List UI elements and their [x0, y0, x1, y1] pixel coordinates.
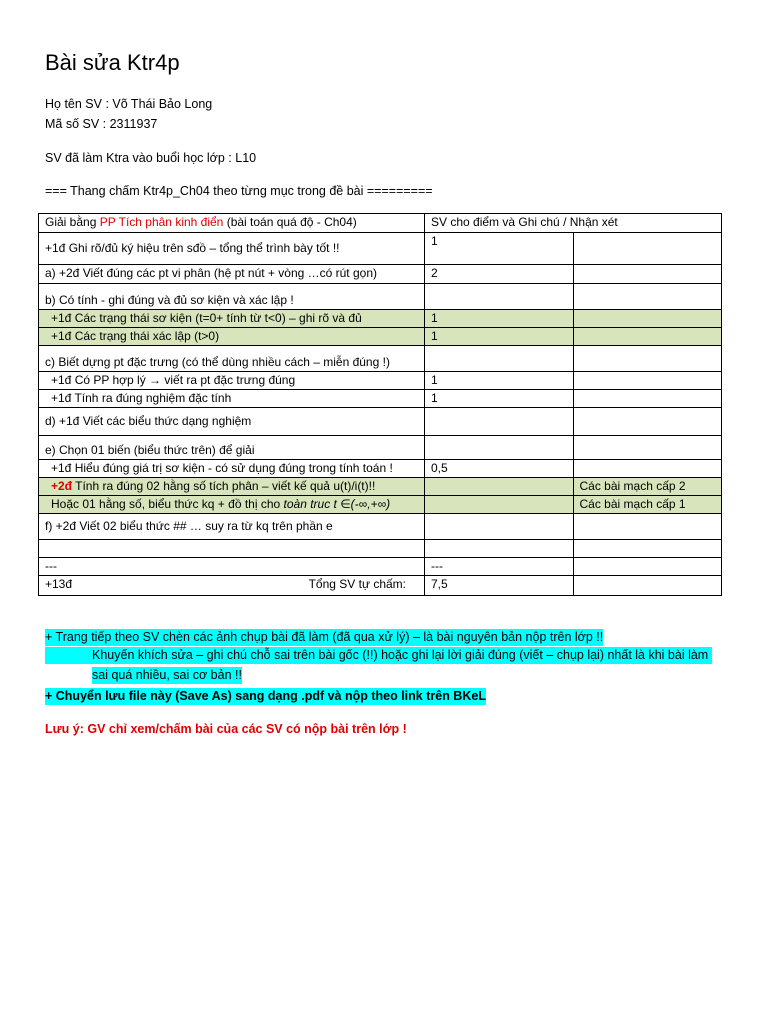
criterion-cell: [39, 478, 425, 496]
score-cell[interactable]: [425, 346, 574, 372]
comment-cell[interactable]: [573, 328, 722, 346]
score-cell[interactable]: 1: [425, 390, 574, 408]
page-title: Bài sửa Ktr4p: [45, 50, 180, 75]
student-id: Mã số SV : 2311937: [45, 117, 158, 131]
total-comment-cell[interactable]: [573, 576, 722, 596]
comment-cell[interactable]: [573, 558, 722, 576]
score-cell[interactable]: [425, 408, 574, 436]
table-row: [39, 284, 722, 310]
table-header-row: [39, 214, 722, 233]
class-session: SV đã làm Ktra vào buổi học lớp : L10: [45, 151, 257, 165]
score-cell[interactable]: 1: [425, 310, 574, 328]
criterion-cell: +1đ Ghi rõ/đủ ký hiệu trên sđồ – tổng thể trình bày tốt !!: [39, 233, 425, 265]
header-suffix: (bài toán quá độ - Ch04): [223, 215, 357, 229]
instruction-line-3: sai quá nhiều, sai cơ bản !!: [92, 668, 242, 682]
table-row: [39, 346, 722, 372]
table-row: [39, 558, 722, 576]
criterion-domain: toàn truc t ∈(-∞,+∞): [283, 497, 391, 511]
table-row: [39, 265, 722, 284]
comment-cell[interactable]: [573, 372, 722, 390]
comment-cell[interactable]: [573, 514, 722, 540]
criterion-cell: a) +2đ Viết đúng các pt vi phân (hệ pt nút + vòng …có rút gọn): [39, 265, 425, 284]
comment-cell[interactable]: [573, 436, 722, 460]
criterion-cell: [39, 496, 425, 514]
criterion-cell: +1đ Hiểu đúng giá trị sơ kiện - có sử dụng đúng trong tính toán !: [39, 460, 425, 478]
table-row: [39, 540, 722, 558]
header-prefix: Giải bằng: [45, 215, 100, 229]
table-row: [39, 372, 722, 390]
score-cell[interactable]: [425, 496, 574, 514]
instruction-line-2: Khuyến khích sửa – ghi chú chỗ sai trên bài gốc (!!) hoặc ghi lại lời giải đúng (viết – chụp lại) nhất là khi bài làm: [45, 647, 712, 664]
score-cell[interactable]: [425, 478, 574, 496]
score-cell[interactable]: 2: [425, 265, 574, 284]
score-cell[interactable]: 1: [425, 328, 574, 346]
criterion-cell: +1đ Các trạng thái xác lập (t>0): [39, 328, 425, 346]
criterion-text: Hoặc 01 hằng số, biểu thức kq + đồ thị cho: [51, 497, 284, 511]
comment-cell[interactable]: [573, 408, 722, 436]
table-row: [39, 310, 722, 328]
comment-cell[interactable]: [573, 265, 722, 284]
criterion-cell: b) Có tính - ghi đúng và đủ sơ kiện và xác lập !: [39, 284, 425, 310]
table-row: [39, 436, 722, 460]
total-cell: [39, 576, 425, 596]
criterion-cell: +1đ Các trạng thái sơ kiện (t=0+ tính từ t<0) – ghi rõ và đủ: [39, 310, 425, 328]
criterion-cell: c) Biết dựng pt đặc trưng (có thể dùng nhiều cách – miễn đúng !): [39, 346, 425, 372]
score-cell[interactable]: 0,5: [425, 460, 574, 478]
table-row: [39, 390, 722, 408]
comment-cell[interactable]: [573, 284, 722, 310]
comment-cell[interactable]: [573, 460, 722, 478]
header-left-cell: [39, 214, 425, 233]
teacher-note: Lưu ý: GV chỉ xem/chấm bài của các SV có nộp bài trên lớp !: [45, 722, 407, 736]
comment-cell[interactable]: [573, 233, 722, 265]
criterion-text: Tính ra đúng 02 hằng số tích phân – viết kế quả u(t)/i(t)!!: [72, 479, 376, 493]
student-name: Họ tên SV : Võ Thái Bảo Long: [45, 97, 213, 111]
score-cell[interactable]: 1: [425, 372, 574, 390]
criterion-cell: e) Chọn 01 biến (biểu thức trên) để giải: [39, 436, 425, 460]
table-row: [39, 460, 722, 478]
header-method: PP Tích phân kinh điển: [99, 215, 224, 229]
comment-cell[interactable]: [573, 310, 722, 328]
comment-cell[interactable]: [573, 346, 722, 372]
total-label: Tổng SV tự chấm:: [308, 577, 406, 591]
criterion-cell: f) +2đ Viết 02 biểu thức ## … suy ra từ kq trên phần e: [39, 514, 425, 540]
score-cell[interactable]: [425, 540, 574, 558]
table-row: [39, 478, 722, 496]
criterion-points: +2đ: [51, 479, 73, 493]
score-cell[interactable]: [425, 284, 574, 310]
total-row: [39, 576, 722, 596]
comment-cell[interactable]: Các bài mạch cấp 2: [573, 478, 722, 496]
comment-cell[interactable]: Các bài mạch cấp 1: [573, 496, 722, 514]
instruction-line-1: + Trang tiếp theo SV chèn các ảnh chụp bài đã làm (đã qua xử lý) – là bài nguyên bản nộp trên lớp !!: [45, 630, 604, 644]
criterion-cell: d) +1đ Viết các biểu thức dạng nghiệm: [39, 408, 425, 436]
rubric-heading: === Thang chấm Ktr4p_Ch04 theo từng mục trong đề bài =========: [45, 184, 433, 198]
total-score[interactable]: 7,5: [425, 576, 574, 596]
score-cell[interactable]: ---: [425, 558, 574, 576]
score-cell[interactable]: [425, 436, 574, 460]
score-cell[interactable]: 1: [425, 233, 574, 265]
grading-table: [38, 213, 722, 596]
score-cell[interactable]: [425, 514, 574, 540]
table-row: [39, 514, 722, 540]
table-row: [39, 496, 722, 514]
table-row: [39, 408, 722, 436]
header-right-cell: SV cho điểm và Ghi chú / Nhận xét: [425, 214, 722, 233]
comment-cell[interactable]: [573, 540, 722, 558]
instruction-line-4: + Chuyển lưu file này (Save As) sang dạng .pdf và nộp theo link trên BKeL: [45, 689, 486, 703]
criterion-cell: [39, 540, 425, 558]
criterion-cell: +1đ Tính ra đúng nghiệm đặc tính: [39, 390, 425, 408]
comment-cell[interactable]: [573, 390, 722, 408]
table-row: [39, 233, 722, 265]
criterion-cell: ---: [39, 558, 425, 576]
table-row: [39, 328, 722, 346]
total-points: +13đ: [45, 577, 73, 591]
criterion-cell: +1đ Có PP hợp lý → viết ra pt đặc trưng đúng: [39, 372, 425, 390]
